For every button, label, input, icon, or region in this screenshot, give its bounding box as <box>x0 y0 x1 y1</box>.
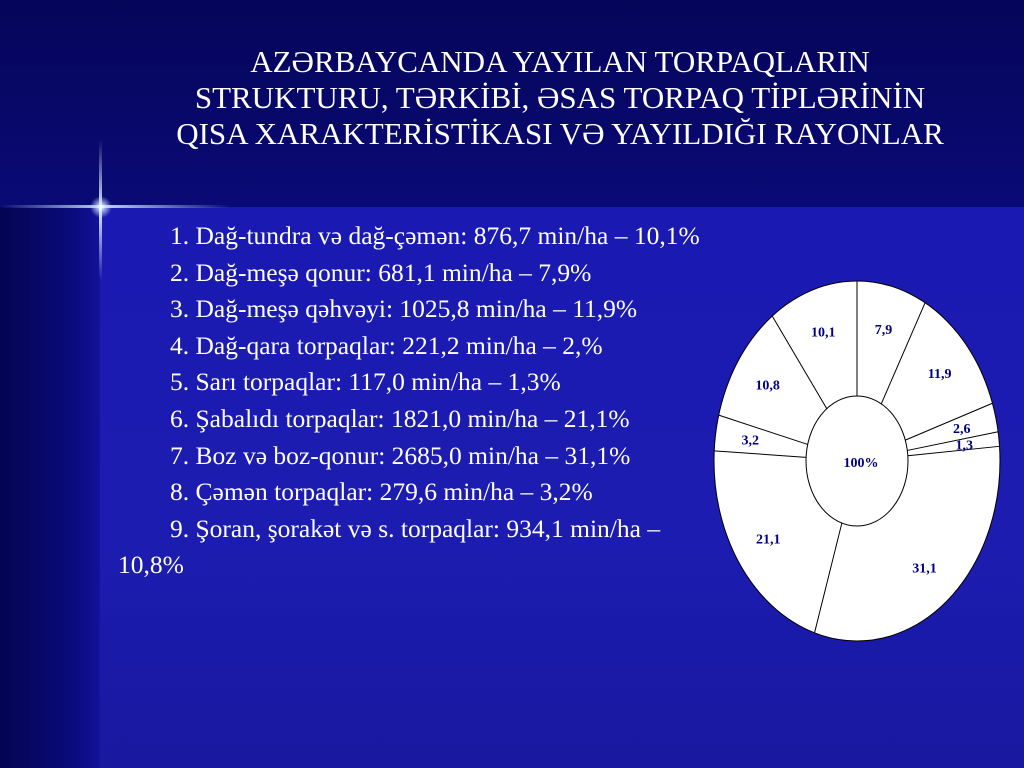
pie-slice-label-2: 11,9 <box>927 367 952 383</box>
soil-pie-chart <box>700 270 1020 650</box>
soil-item-1: 1. Dağ-tundra və dağ-çəmən: 876,7 min/ha – 10,1% <box>170 221 700 250</box>
soil-item-5: 5. Sarı torpaqlar: 117,0 min/ha – 1,3% <box>170 367 561 397</box>
soil-item-6: 6. Şabalıdı torpaqlar: 1821,0 min/ha – 21,1% <box>170 403 630 433</box>
pie-slice-label-4: 1,3 <box>955 438 973 454</box>
soil-item-9: 9. Şoran, şorakət və s. torpaqlar: 934,1 min/ha – 10,8% <box>118 513 661 580</box>
pie-slice-label-8: 10,8 <box>755 378 780 394</box>
title-line-3: QISA XARAKTERİSTİKASI VƏ YAYILDIĞI RAYONLAR <box>176 116 944 151</box>
soil-item-2: 2. Dağ-meşə qonur: 681,1 min/ha – 7,9% <box>170 257 592 287</box>
soil-item-3: 3. Dağ-meşə qəhvəyi: 1025,8 min/ha – 11,9% <box>170 294 638 324</box>
light-flare-core <box>90 196 112 218</box>
title-line-1: AZƏRBAYCANDA YAYILAN TORPAQLARIN <box>250 44 870 79</box>
pie-slice-label-7: 3,2 <box>741 433 760 449</box>
light-flare-horizontal <box>0 205 230 208</box>
slide-title <box>110 44 1010 152</box>
pie-slice-label-6: 21,1 <box>755 532 781 548</box>
soil-item-8: 8. Çəmən torpaqlar: 279,6 min/ha – 3,2% <box>170 477 593 507</box>
soil-item-7: 7. Boz və boz-qonur: 2685,0 min/ha – 31,1% <box>170 440 631 470</box>
pie-slice-label-1: 7,9 <box>874 322 893 338</box>
pie-center-label: 100% <box>843 456 879 471</box>
pie-slice-label-9: 10,1 <box>811 325 836 341</box>
title-line-2: STRUKTURU, TƏRKİBİ, ƏSAS TORPAQ TİPLƏRİNİN <box>194 80 926 115</box>
pie-slice-label-3: 2,6 <box>953 421 971 437</box>
soil-type-list <box>118 218 718 584</box>
pie-slice-label-5: 31,1 <box>912 561 937 577</box>
soil-item-4: 4. Dağ-qara torpaqlar: 221,2 min/ha – 2,% <box>170 330 603 360</box>
